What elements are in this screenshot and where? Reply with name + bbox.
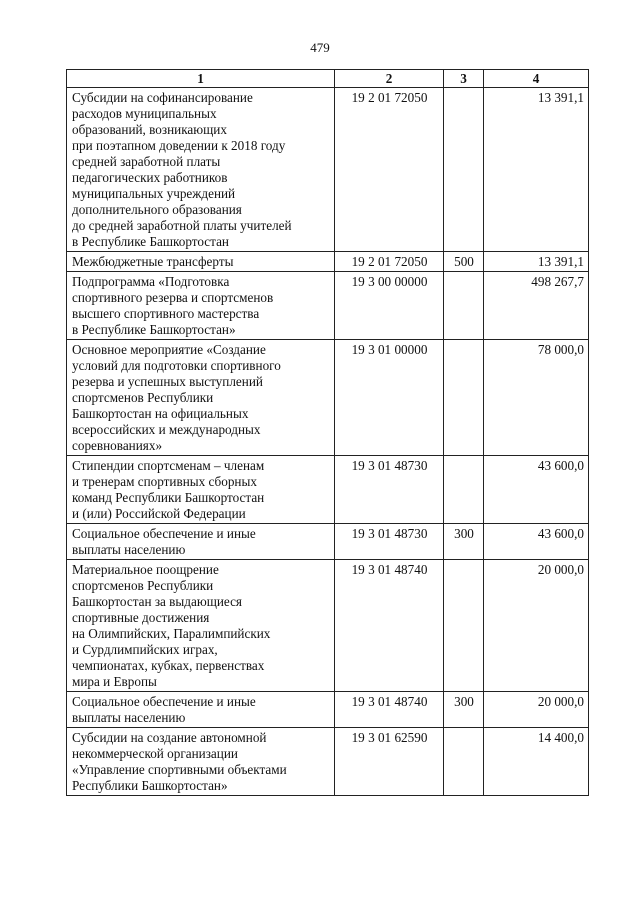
row-code: 19 3 01 48740 (335, 560, 444, 692)
table-row (67, 692, 589, 728)
row-name: Субсидии на создание автономной некоммерческой организации «Управление спортивными объектами Республики Башкортостан» (67, 728, 335, 796)
budget-table (66, 69, 589, 796)
row-amount: 13 391,1 (484, 88, 589, 252)
row-type (444, 560, 484, 692)
row-type (444, 340, 484, 456)
row-amount: 43 600,0 (484, 456, 589, 524)
table-row (67, 340, 589, 456)
column-header-amount: 4 (484, 70, 589, 88)
row-type (444, 456, 484, 524)
row-name: Межбюджетные трансферты (67, 252, 335, 272)
row-code: 19 2 01 72050 (335, 88, 444, 252)
row-code: 19 3 01 00000 (335, 340, 444, 456)
table-header-row (67, 70, 589, 88)
table-row (67, 272, 589, 340)
row-amount: 13 391,1 (484, 252, 589, 272)
row-type: 300 (444, 524, 484, 560)
column-header-code: 2 (335, 70, 444, 88)
column-header-type: 3 (444, 70, 484, 88)
row-type (444, 272, 484, 340)
table-row (67, 88, 589, 252)
row-amount: 20 000,0 (484, 692, 589, 728)
row-name: Подпрограмма «Подготовка спортивного резерва и спортсменов высшего спортивного мастерства в Республике Башкортостан» (67, 272, 335, 340)
row-amount: 43 600,0 (484, 524, 589, 560)
row-code: 19 2 01 72050 (335, 252, 444, 272)
row-amount: 78 000,0 (484, 340, 589, 456)
row-type: 500 (444, 252, 484, 272)
row-type (444, 728, 484, 796)
row-code: 19 3 00 00000 (335, 272, 444, 340)
row-amount: 20 000,0 (484, 560, 589, 692)
table-row (67, 524, 589, 560)
table-row (67, 252, 589, 272)
table-row (67, 728, 589, 796)
row-type (444, 88, 484, 252)
row-name: Субсидии на софинансирование расходов муниципальных образований, возникающих при поэтапном доведении к 2018 году средней заработной платы педагогических работников муниципальных учреждений дополнительного образования до средней заработной платы учителей в Республике Башкортостан (67, 88, 335, 252)
column-header-name: 1 (67, 70, 335, 88)
page-number: 479 (310, 40, 330, 55)
table-row (67, 560, 589, 692)
row-name: Стипендии спортсменам – членам и тренерам спортивных сборных команд Республики Башкортостан и (или) Российской Федерации (67, 456, 335, 524)
row-amount: 498 267,7 (484, 272, 589, 340)
table-row (67, 456, 589, 524)
row-type: 300 (444, 692, 484, 728)
row-name: Социальное обеспечение и иные выплаты населению (67, 692, 335, 728)
row-code: 19 3 01 48740 (335, 692, 444, 728)
row-code: 19 3 01 62590 (335, 728, 444, 796)
row-name: Основное мероприятие «Создание условий для подготовки спортивного резерва и успешных выступлений спортсменов Республики Башкортостан на официальных всероссийских и международных соревнованиях» (67, 340, 335, 456)
row-name: Материальное поощрение спортсменов Республики Башкортостан за выдающиеся спортивные достижения на Олимпийских, Паралимпийских и Сурдлимпийских играх, чемпионатах, кубках, первенствах мира и Европы (67, 560, 335, 692)
row-code: 19 3 01 48730 (335, 456, 444, 524)
row-code: 19 3 01 48730 (335, 524, 444, 560)
row-name: Социальное обеспечение и иные выплаты населению (67, 524, 335, 560)
row-amount: 14 400,0 (484, 728, 589, 796)
